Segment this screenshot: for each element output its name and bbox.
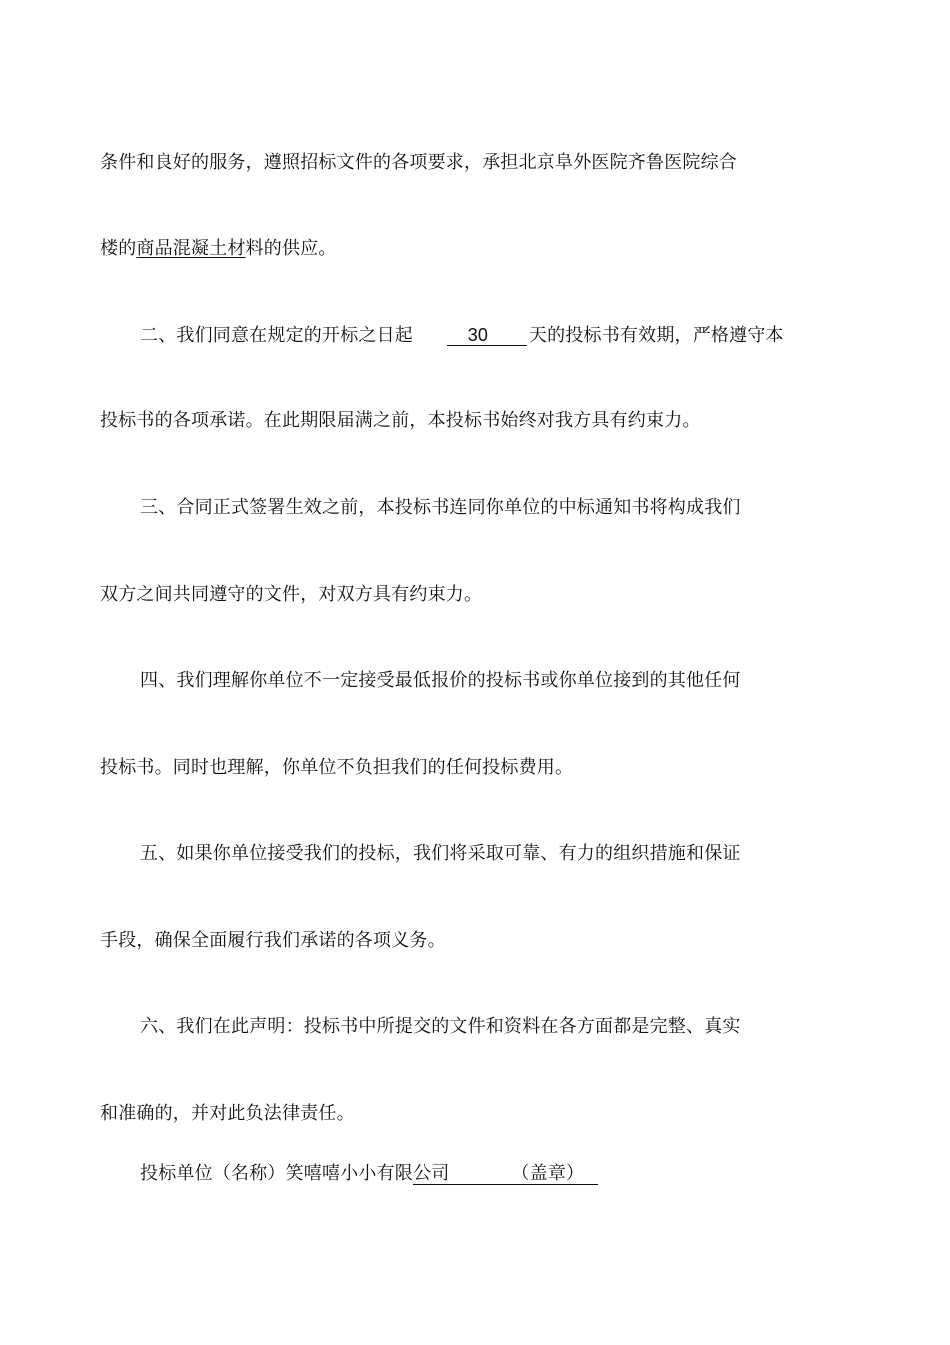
paragraph-text: 投标书的各项承诺。在此期限届满之前，本投标书始终对我方具有约束力。	[100, 410, 701, 431]
clause-2-line-2	[100, 410, 701, 432]
clause-3-line-2	[100, 584, 482, 606]
paragraph-text: 条件和良好的服务，遵照招标文件的各项要求，承担北京阜外医院齐鲁医院综合	[100, 152, 737, 173]
clause-3-line-1	[140, 497, 741, 519]
paragraph-text: 五、如果你单位接受我们的投标，我们将采取可靠、有力的组织措施和保证	[140, 843, 741, 864]
clause-4-line-1	[140, 670, 741, 692]
paragraph-text-prefix: 楼的	[100, 238, 137, 259]
clause-2-prefix: 二、我们同意在规定的开标之日起	[140, 325, 413, 346]
clause-5-line-1	[140, 843, 741, 865]
seal-blank	[449, 1164, 511, 1185]
paragraph-text: 六、我们在此声明：投标书中所提交的文件和资料在各方面都是完整、真实	[140, 1016, 741, 1037]
paragraph-text-suffix: 料的供应。	[245, 238, 337, 259]
validity-days-blank	[447, 326, 527, 346]
signature-line	[140, 1163, 598, 1185]
clause-2-suffix: 天的投标书有效期，严格遵守本	[528, 325, 784, 346]
paragraph-line-1	[100, 152, 737, 174]
bidder-company-tail: 公司	[413, 1163, 450, 1184]
clause-5-line-2	[100, 930, 446, 952]
paragraph-line-2	[100, 238, 337, 260]
paragraph-text: 三、合同正式签署生效之前，本投标书连同你单位的中标通知书将构成我们	[140, 497, 741, 518]
paragraph-text: 手段，确保全面履行我们承诺的各项义务。	[100, 930, 446, 951]
paragraph-text: 投标书。同时也理解，你单位不负担我们的任何投标费用。	[100, 757, 574, 778]
product-name-underlined: 商品混凝土材	[136, 238, 246, 259]
bidder-name-label: 投标单位（名称）笑嘻嘻小小有限	[140, 1163, 413, 1184]
clause-6-line-1	[140, 1016, 741, 1038]
validity-days-value: 30	[467, 325, 489, 345]
clause-6-line-2	[100, 1103, 355, 1125]
clause-4-line-2	[100, 757, 573, 779]
paragraph-text: 和准确的，并对此负法律责任。	[100, 1103, 355, 1124]
paragraph-text: 双方之间共同遵守的文件，对双方具有约束力。	[100, 584, 483, 605]
seal-label: （盖章）	[511, 1163, 585, 1184]
seal-trailing-blank	[584, 1164, 598, 1185]
paragraph-text: 四、我们理解你单位不一定接受最低报价的投标书或你单位接到的其他任何	[140, 670, 741, 691]
clause-2-line-1	[140, 325, 784, 347]
